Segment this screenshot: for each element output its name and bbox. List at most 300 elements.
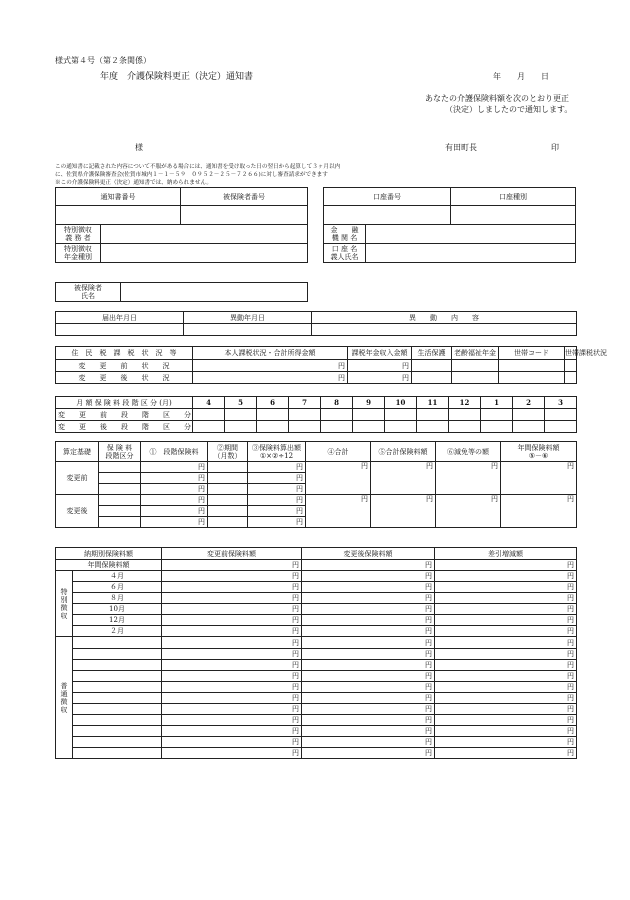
- payment-cell[interactable]: [162, 582, 302, 593]
- calc-cell[interactable]: [208, 506, 248, 517]
- payment-cell[interactable]: [302, 660, 435, 671]
- pension-type-label: 特別徴収 年金種別: [56, 244, 101, 263]
- payment-cell[interactable]: [162, 660, 302, 671]
- monthly-grade-header: 月 額 保 険 料 段 階 区 分 (月): [56, 397, 193, 409]
- grade-cell[interactable]: [193, 421, 225, 433]
- yen-unit: 円: [296, 485, 303, 493]
- calc-cell[interactable]: [208, 462, 248, 473]
- grade-cell[interactable]: [289, 421, 321, 433]
- account-number-header: 口座番号: [324, 188, 451, 206]
- pension-income-header: 課税年金収入金額: [348, 347, 412, 360]
- payment-cell[interactable]: [162, 560, 302, 571]
- appeal-line-3: ※この介護保険料更正（決定）通知書では、納められません。: [55, 180, 212, 186]
- grade-cell[interactable]: [321, 409, 353, 421]
- grade-cell[interactable]: [321, 421, 353, 433]
- period-cell[interactable]: [73, 660, 162, 671]
- payment-cell[interactable]: [435, 737, 577, 748]
- reduction-header: ⑥減免等の額: [436, 442, 501, 462]
- after-grade-label: 変 更 後 段 階 区 分: [56, 421, 193, 433]
- after-amount-header: 変更後保険料額: [302, 548, 435, 560]
- basis-header: 算定基礎: [56, 442, 99, 462]
- month-header: 6: [257, 397, 289, 409]
- insured-name-cell[interactable]: [121, 283, 308, 302]
- insured-name-table: [55, 282, 308, 302]
- grade-cell[interactable]: [513, 409, 545, 421]
- yen-unit: 円: [567, 572, 574, 580]
- period-cell[interactable]: [73, 637, 162, 649]
- yen-unit: 円: [567, 716, 574, 724]
- period-amount-header: 納期別保険料額: [56, 548, 162, 560]
- grade-cell[interactable]: [225, 409, 257, 421]
- special-collection-label: 特別徴収: [56, 571, 73, 637]
- grade-header: 保 険 料 段階区分: [99, 442, 141, 462]
- calc-cell[interactable]: [371, 462, 436, 495]
- calc-cell[interactable]: [208, 495, 248, 506]
- yen-unit: 円: [292, 650, 299, 658]
- payment-cell[interactable]: [435, 637, 577, 649]
- yen-unit: 円: [425, 561, 432, 569]
- payment-cell[interactable]: [302, 649, 435, 660]
- period-cell[interactable]: [73, 715, 162, 726]
- yen-unit: 円: [425, 627, 432, 635]
- before-oldage-cell[interactable]: [452, 360, 499, 372]
- payment-cell[interactable]: [162, 693, 302, 704]
- difference-header: 差引増減額: [435, 548, 577, 560]
- payment-cell[interactable]: [435, 715, 577, 726]
- yen-unit: 円: [425, 616, 432, 624]
- account-info-table: [323, 187, 576, 263]
- before-household-tax-cell[interactable]: [565, 360, 577, 372]
- payment-cell[interactable]: [435, 593, 577, 604]
- yen-unit: 円: [567, 661, 574, 669]
- payment-cell[interactable]: [302, 748, 435, 759]
- yen-unit: 円: [425, 716, 432, 724]
- before-pension-cell[interactable]: [348, 360, 412, 372]
- calc-cell[interactable]: [141, 473, 208, 484]
- after-household-cell[interactable]: [499, 372, 565, 384]
- payment-cell[interactable]: [435, 693, 577, 704]
- payment-cell[interactable]: [302, 671, 435, 682]
- month-header: 3: [545, 397, 577, 409]
- month-label: 12月: [73, 615, 162, 626]
- calc-cell[interactable]: [248, 484, 306, 495]
- yen-unit: 円: [567, 694, 574, 702]
- after-status-label: 変 更 後 状 況: [56, 372, 193, 384]
- report-date-header: 届出年月日: [56, 312, 184, 324]
- insured-name-label: 被保険者 氏名: [56, 283, 121, 302]
- annual-header: 年間保険料額 ⑤－⑥: [501, 442, 577, 462]
- yen-unit: 円: [567, 594, 574, 602]
- payment-cell[interactable]: [302, 626, 435, 637]
- notice-info-table: [55, 187, 308, 263]
- household-tax-header: 世帯課税状況: [565, 347, 577, 360]
- yen-unit: 円: [567, 672, 574, 680]
- date-line: 年 月 日: [493, 72, 549, 81]
- calc-cell[interactable]: [208, 517, 248, 528]
- calc-cell[interactable]: [99, 484, 141, 495]
- calc-cell[interactable]: [141, 484, 208, 495]
- before-income-cell[interactable]: [193, 360, 348, 372]
- yen-unit: 円: [292, 694, 299, 702]
- grade-cell[interactable]: [385, 421, 417, 433]
- yen-unit: 円: [567, 650, 574, 658]
- before-status-label: 変 更 前 状 況: [56, 360, 193, 372]
- payment-cell[interactable]: [162, 737, 302, 748]
- calc-cell[interactable]: [306, 462, 371, 495]
- yen-unit: 円: [567, 627, 574, 635]
- calc-cell[interactable]: [436, 495, 501, 528]
- period-cell[interactable]: [73, 693, 162, 704]
- annual-amount-label: 年間保険料額: [56, 560, 162, 571]
- yen-unit: 円: [425, 683, 432, 691]
- calc-cell[interactable]: [248, 473, 306, 484]
- month-label: ８月: [73, 593, 162, 604]
- payment-cell[interactable]: [435, 671, 577, 682]
- notice-line-1: あなたの介護保険料額を次のとおり更正: [425, 94, 569, 103]
- payment-schedule-table: [55, 547, 577, 759]
- grade-cell[interactable]: [417, 421, 449, 433]
- yen-unit: 円: [292, 561, 299, 569]
- calc-cell[interactable]: [501, 462, 577, 495]
- yen-unit: 円: [292, 627, 299, 635]
- payment-cell[interactable]: [302, 737, 435, 748]
- bank-name-cell[interactable]: [366, 225, 576, 244]
- total-header: ⑤合計保険料額: [371, 442, 436, 462]
- yen-unit: 円: [567, 561, 574, 569]
- payment-cell[interactable]: [162, 604, 302, 615]
- yen-unit: 円: [361, 462, 368, 470]
- yen-unit: 円: [198, 518, 205, 526]
- yen-unit: 円: [425, 638, 432, 647]
- payment-cell[interactable]: [302, 582, 435, 593]
- before-grade-label: 変 更 前 段 階 区 分: [56, 409, 193, 421]
- report-date-cell[interactable]: [56, 324, 184, 336]
- grade-cell[interactable]: [257, 409, 289, 421]
- document-title: 年度 介護保険料更正（決定）通知書: [100, 72, 254, 82]
- calc-cell[interactable]: [99, 473, 141, 484]
- yen-unit: 円: [292, 594, 299, 602]
- payment-cell[interactable]: [435, 582, 577, 593]
- yen-unit: 円: [567, 738, 574, 746]
- yen-unit: 円: [198, 474, 205, 482]
- month-header: 5: [225, 397, 257, 409]
- yen-unit: 円: [426, 462, 433, 470]
- addressee-label: 様: [135, 143, 143, 152]
- month-header: 11: [417, 397, 449, 409]
- yen-unit: 円: [425, 672, 432, 680]
- calc-cell[interactable]: [99, 506, 141, 517]
- yen-unit: 円: [425, 661, 432, 669]
- period-cell[interactable]: [73, 671, 162, 682]
- calc-cell[interactable]: [371, 495, 436, 528]
- payment-cell[interactable]: [302, 726, 435, 737]
- period-cell[interactable]: [73, 704, 162, 715]
- monthly-grade-table: [55, 396, 577, 433]
- month-header: 1: [481, 397, 513, 409]
- before-amount-header: 変更前保険料額: [162, 548, 302, 560]
- grade-cell[interactable]: [353, 409, 385, 421]
- yen-unit: 円: [198, 507, 205, 515]
- payment-cell[interactable]: [435, 704, 577, 715]
- calculation-table: [55, 441, 577, 528]
- yen-unit: 円: [567, 749, 574, 757]
- calc-cell[interactable]: [436, 462, 501, 495]
- payment-cell[interactable]: [162, 649, 302, 660]
- yen-unit: 円: [292, 683, 299, 691]
- yen-unit: 円: [491, 495, 498, 503]
- payment-cell[interactable]: [302, 682, 435, 693]
- grade-cell[interactable]: [481, 421, 513, 433]
- after-pension-cell[interactable]: [348, 372, 412, 384]
- before-household-cell[interactable]: [499, 360, 565, 372]
- payment-cell[interactable]: [302, 571, 435, 582]
- special-obligor-cell[interactable]: [101, 225, 308, 244]
- yen-unit: 円: [567, 495, 574, 503]
- grade-cell[interactable]: [449, 421, 481, 433]
- yen-unit: 円: [292, 716, 299, 724]
- grade-cell[interactable]: [417, 409, 449, 421]
- change-date-header: 異動年月日: [184, 312, 312, 324]
- payment-cell[interactable]: [435, 682, 577, 693]
- notice-number-header: 通知書番号: [56, 188, 181, 206]
- household-code-header: 世帯コード: [499, 347, 565, 360]
- payment-cell[interactable]: [302, 560, 435, 571]
- yen-unit: 円: [425, 694, 432, 702]
- payment-cell[interactable]: [302, 704, 435, 715]
- account-type-header: 口座種別: [451, 188, 576, 206]
- yen-unit: 円: [567, 616, 574, 624]
- payment-cell[interactable]: [302, 637, 435, 649]
- calc-cell[interactable]: [248, 506, 306, 517]
- yen-unit: 円: [567, 727, 574, 735]
- grade-cell[interactable]: [545, 409, 577, 421]
- month-label: ４月: [73, 571, 162, 582]
- yen-unit: 円: [292, 749, 299, 757]
- period-cell[interactable]: [73, 726, 162, 737]
- change-content-header: 異 動 内 容: [312, 312, 577, 324]
- grade-cell[interactable]: [449, 409, 481, 421]
- yen-unit: 円: [567, 705, 574, 713]
- payment-cell[interactable]: [302, 604, 435, 615]
- yen-unit: 円: [198, 463, 205, 471]
- payment-cell[interactable]: [435, 649, 577, 660]
- computed-amount-header: ③保険料算出額 ①×②÷12: [248, 442, 306, 462]
- yen-unit: 円: [425, 727, 432, 735]
- seal-label: 印: [551, 143, 559, 152]
- bank-name-label: 金 融 機 関 名: [324, 225, 366, 244]
- calc-cell[interactable]: [99, 517, 141, 528]
- month-header: 10: [385, 397, 417, 409]
- yen-unit: 円: [198, 485, 205, 493]
- yen-unit: 円: [567, 605, 574, 613]
- month-header: 2: [513, 397, 545, 409]
- yen-unit: 円: [338, 361, 345, 370]
- grade-cell[interactable]: [513, 421, 545, 433]
- payment-cell[interactable]: [162, 726, 302, 737]
- change-table: [55, 311, 577, 336]
- payment-cell[interactable]: [435, 726, 577, 737]
- yen-unit: 円: [425, 594, 432, 602]
- change-content-cell[interactable]: [312, 324, 577, 336]
- yen-unit: 円: [425, 605, 432, 613]
- tax-status-header: 住 民 税 課 税 状 況 等: [56, 347, 193, 360]
- sum-header: ④合計: [306, 442, 371, 462]
- month-header: 12: [449, 397, 481, 409]
- payment-cell[interactable]: [435, 660, 577, 671]
- account-holder-cell[interactable]: [366, 244, 576, 263]
- yen-unit: 円: [296, 496, 303, 504]
- before-calc-label: 変更前: [56, 462, 99, 495]
- before-welfare-cell[interactable]: [412, 360, 452, 372]
- rate-header: ① 段階保険料: [141, 442, 208, 462]
- payment-cell[interactable]: [435, 560, 577, 571]
- payment-cell[interactable]: [302, 593, 435, 604]
- yen-unit: 円: [491, 462, 498, 470]
- payment-cell[interactable]: [162, 593, 302, 604]
- issuer-name: 有田町長: [445, 143, 477, 152]
- payment-cell[interactable]: [162, 748, 302, 759]
- payment-cell[interactable]: [435, 626, 577, 637]
- after-oldage-cell[interactable]: [452, 372, 499, 384]
- normal-collection-label: 普通徴収: [56, 637, 73, 759]
- account-type-cell[interactable]: [451, 206, 576, 225]
- after-income-cell[interactable]: [193, 372, 348, 384]
- yen-unit: 円: [425, 650, 432, 658]
- yen-unit: 円: [567, 638, 574, 647]
- payment-cell[interactable]: [435, 615, 577, 626]
- payment-cell[interactable]: [162, 704, 302, 715]
- payment-cell[interactable]: [435, 748, 577, 759]
- appeal-line-1: この通知書に記載された内容について不服がある場合には、通知書を受け取った日の翌日から起算して３ヶ月以内: [55, 164, 341, 170]
- account-number-cell[interactable]: [324, 206, 451, 225]
- yen-unit: 円: [567, 583, 574, 591]
- calc-cell[interactable]: [141, 517, 208, 528]
- yen-unit: 円: [402, 373, 409, 382]
- payment-cell[interactable]: [302, 693, 435, 704]
- yen-unit: 円: [296, 463, 303, 471]
- calc-cell[interactable]: [306, 495, 371, 528]
- payment-cell[interactable]: [162, 571, 302, 582]
- yen-unit: 円: [292, 727, 299, 735]
- grade-cell[interactable]: [353, 421, 385, 433]
- calc-cell[interactable]: [141, 462, 208, 473]
- yen-unit: 円: [292, 638, 299, 647]
- yen-unit: 円: [292, 672, 299, 680]
- yen-unit: 円: [292, 572, 299, 580]
- notice-number-cell[interactable]: [56, 206, 181, 225]
- yen-unit: 円: [425, 572, 432, 580]
- yen-unit: 円: [426, 495, 433, 503]
- form-number: 様式第４号（第２条関係）: [55, 56, 151, 65]
- yen-unit: 円: [567, 462, 574, 470]
- yen-unit: 円: [296, 518, 303, 526]
- payment-cell[interactable]: [162, 671, 302, 682]
- calc-cell[interactable]: [99, 462, 141, 473]
- notice-line-2: （決定）しましたので通知します。: [445, 105, 573, 114]
- yen-unit: 円: [425, 749, 432, 757]
- grade-cell[interactable]: [257, 421, 289, 433]
- yen-unit: 円: [198, 496, 205, 504]
- yen-unit: 円: [402, 361, 409, 370]
- yen-unit: 円: [296, 474, 303, 482]
- yen-unit: 円: [292, 705, 299, 713]
- period-cell[interactable]: [73, 748, 162, 759]
- grade-cell[interactable]: [545, 421, 577, 433]
- after-household-tax-cell[interactable]: [565, 372, 577, 384]
- payment-cell[interactable]: [162, 715, 302, 726]
- month-header: 9: [353, 397, 385, 409]
- calc-cell[interactable]: [208, 484, 248, 495]
- payment-cell[interactable]: [162, 626, 302, 637]
- yen-unit: 円: [292, 605, 299, 613]
- period-cell[interactable]: [73, 737, 162, 748]
- grade-cell[interactable]: [193, 409, 225, 421]
- payment-cell[interactable]: [162, 637, 302, 649]
- yen-unit: 円: [292, 583, 299, 591]
- period-cell[interactable]: [73, 649, 162, 660]
- pension-type-cell[interactable]: [101, 244, 308, 263]
- grade-cell[interactable]: [481, 409, 513, 421]
- yen-unit: 円: [338, 373, 345, 382]
- payment-cell[interactable]: [435, 571, 577, 582]
- yen-unit: 円: [296, 507, 303, 515]
- yen-unit: 円: [292, 661, 299, 669]
- yen-unit: 円: [425, 738, 432, 746]
- yen-unit: 円: [425, 705, 432, 713]
- grade-cell[interactable]: [289, 409, 321, 421]
- calc-cell[interactable]: [99, 495, 141, 506]
- month-label: ６月: [73, 582, 162, 593]
- period-cell[interactable]: [73, 682, 162, 693]
- yen-unit: 円: [361, 495, 368, 503]
- grade-cell[interactable]: [385, 409, 417, 421]
- calc-cell[interactable]: [248, 517, 306, 528]
- payment-cell[interactable]: [302, 615, 435, 626]
- yen-unit: 円: [292, 616, 299, 624]
- payment-cell[interactable]: [302, 715, 435, 726]
- account-holder-label: 口 座 名 義人氏名: [324, 244, 366, 263]
- insured-number-header: 被保険者番号: [181, 188, 308, 206]
- month-label: 10月: [73, 604, 162, 615]
- calc-cell[interactable]: [248, 495, 306, 506]
- month-header: 4: [193, 397, 225, 409]
- income-header: 本人課税状況・合計所得金額: [193, 347, 348, 360]
- month-label: ２月: [73, 626, 162, 637]
- month-header: 7: [289, 397, 321, 409]
- calc-cell[interactable]: [208, 473, 248, 484]
- grade-cell[interactable]: [225, 421, 257, 433]
- payment-cell[interactable]: [162, 682, 302, 693]
- after-welfare-cell[interactable]: [412, 372, 452, 384]
- appeal-line-2: に、佐賀県介護保険審査会(佐賀市城内１－１－５９ ０９５２－２５－７２６６)に対し審査請求ができます: [55, 172, 328, 178]
- month-header: 8: [321, 397, 353, 409]
- payment-cell[interactable]: [162, 615, 302, 626]
- welfare-header: 生活保護: [412, 347, 452, 360]
- yen-unit: 円: [292, 738, 299, 746]
- calc-cell[interactable]: [141, 506, 208, 517]
- change-date-cell[interactable]: [184, 324, 312, 336]
- calc-cell[interactable]: [501, 495, 577, 528]
- tax-status-table: [55, 346, 607, 384]
- special-obligor-label: 特別徴収 義 務 者: [56, 225, 101, 244]
- yen-unit: 円: [567, 683, 574, 691]
- payment-cell[interactable]: [435, 604, 577, 615]
- calc-cell[interactable]: [248, 462, 306, 473]
- insured-number-cell[interactable]: [181, 206, 308, 225]
- calc-cell[interactable]: [141, 495, 208, 506]
- oldage-pension-header: 老齢福祉年金: [452, 347, 499, 360]
- period-header: ②期間 （月数）: [208, 442, 248, 462]
